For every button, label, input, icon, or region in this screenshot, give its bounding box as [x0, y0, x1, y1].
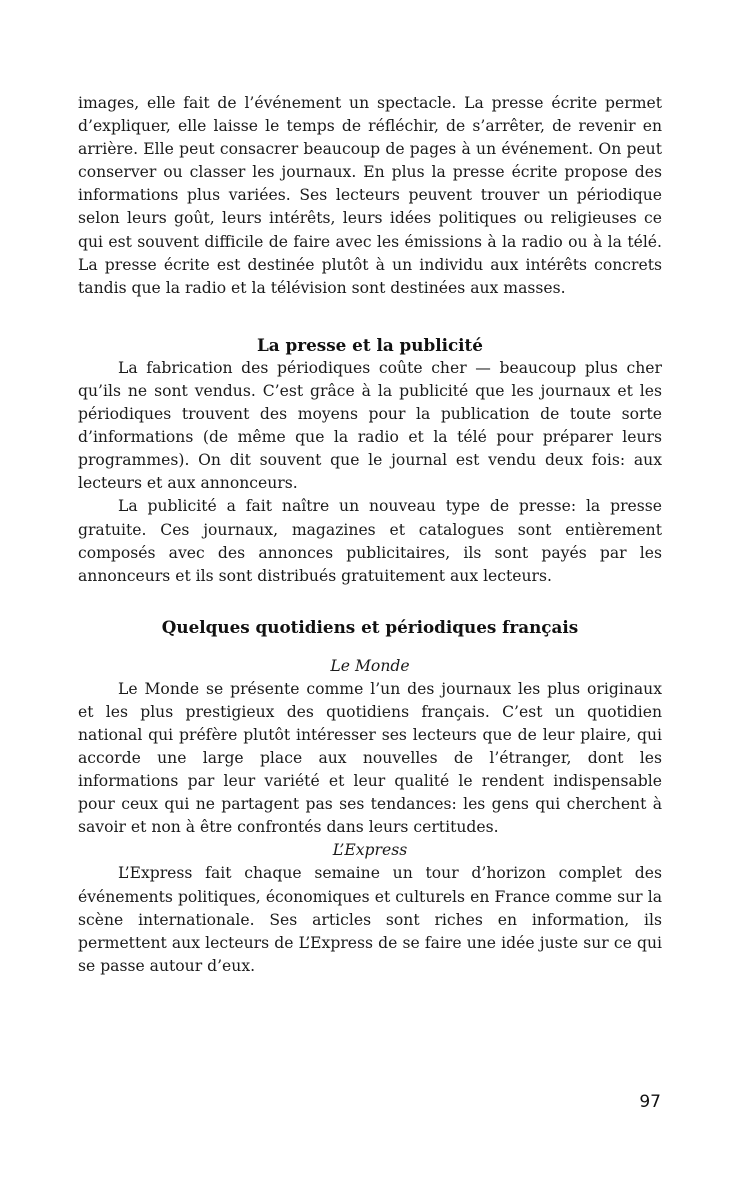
presse-paragraph-1: La fabrication des périodiques coûte cher — beaucoup plus cher qu’ils ne sont vendus. C’est grâce à la publicité que les journaux et les périodiques trouvent des moyens pour la publication de toute sorte d’informations (de même que la radio et la télé pour préparer leurs programmes). On dit souvent que le journal est vendu deux fois: aux lecteurs et aux annonceurs.	[78, 358, 662, 493]
intro-paragraph: images, elle fait de l’événement un spectacle. La presse écrite permet d’expliquer, elle laisse le temps de réfléchir, de s’arrêter, de revenir en arrière. Elle peut consacrer beaucoup de pages à un événement. On peut conserver ou classer les journaux. En plus la presse écrite propose des informations plus variées. Ses lecteurs peuvent trouver un périodique selon leurs goût, leurs intérêts, leurs idées politiques ou religieuses ce qui est souvent difficile de faire avec les émissions à la radio ou à la télé. La presse écrite est destinée plutôt à un individu aux intérêts concrets tandis que la radio et la télévision sont destinées aux masses.	[78, 94, 662, 297]
l-express-paragraph: L’Express fait chaque semaine un tour d’horizon complet des événements politiques, économiques et culturels en France comme sur la scène internationale. Ses articles sont riches en information, ils permettent aux lecteurs de L’Express de se faire une idée juste sur ce qui se passe autour d’eux.	[78, 864, 662, 975]
le-monde-paragraph: Le Monde se présente comme l’un des journaux les plus originaux et les plus prestigieux des quotidiens français. C’est un quotidien national qui préfère plutôt intéresser ses lecteurs que de leur plaire, qui accorde une large place aux nouvelles de l’étranger, dont les informations par leur variété et leur qualité le rendent indispensable pour ceux qui ne partagent pas ses tendances: les gens qui cherchent à savoir et non à être confrontés dans leurs certitudes.	[78, 679, 662, 837]
section-heading-quotidiens: Quelques quotidiens et périodiques français	[161, 616, 579, 637]
subheading-l-express: L’Express	[332, 841, 408, 860]
text-column	[78, 92, 662, 978]
section-heading-presse-publicite: La presse et la publicité	[257, 334, 483, 355]
page-number: 97	[639, 1092, 661, 1112]
subheading-le-monde: Le Monde	[330, 656, 410, 675]
presse-paragraph-2: La publicité a fait naître un nouveau type de presse: la presse gratuite. Ces journaux, magazines et catalogues sont entièrement composés avec des annonces publicitaires, ils sont payés par les annonceurs et ils sont distribués gratuitement aux lecteurs.	[78, 497, 662, 585]
